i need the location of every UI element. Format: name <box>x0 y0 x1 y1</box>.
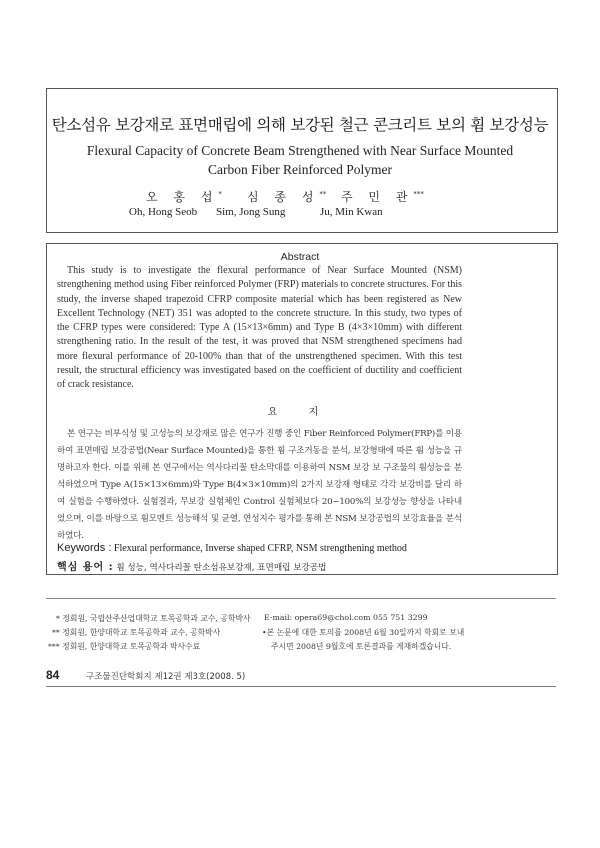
author-en-2: Sim, Jong Sung <box>216 206 286 218</box>
summary-heading: 요 지 <box>267 407 333 418</box>
page-number: 84 <box>46 668 60 682</box>
keywords-en: Keywords : Flexural performance, Inverse shaped CFRP, NSM strengthening method <box>57 542 407 554</box>
summary-text: 본 연구는 비부식성 및 고성능의 보강재로 많은 연구가 진행 중인 Fiber Reinforced Polymer(FRP)를 이용하여 표면매립 보강공법(Near Surface Mounted)을 통한 휨 구조거동을 분석, 보강형태에 따른 휨 성능을 규명하고자 한다. 이를 위해 본 연구에서는 역사다리꼴 탄소막대를 이용하여 NSM 보강 보 구조물의 휨성능을 분석하였으며 Type A(15×13×6mm)와 Type B(4×3×10mm)의 2가지 보강재 형태로 각각 보강비를 달리 하여 실험을 수행하였다. 실험결과, 무보강 실험체인 Control 실험체보다 20~100%의 보강성능 향상을 나타내었으며, 이를 바탕으로 휨모멘트 성능해석 및 균열, 연성지수 평가를 통해 본 NSM 보강공법의 보강효율을 분석하였다. <box>57 429 462 541</box>
footnote-author-2: ** 정회원, 한양대학교 토목공학과 교수, 공학박사 <box>52 628 221 637</box>
footnote-discussion-2: 주시면 2008년 9월호에 토론결과를 게재하겠습니다. <box>271 642 452 651</box>
title-korean: 탄소섬유 보강재로 표면매립에 의해 보강된 철근 콘크리트 보의 휨 보강성능 <box>51 116 549 134</box>
author-en-3: Ju, Min Kwan <box>320 206 383 218</box>
footnote-author-1: * 정회원, 국립산주산업대학교 토목공학과 교수, 공학박사 <box>56 614 251 623</box>
abstract-heading: Abstract <box>280 251 320 263</box>
author-ko-2: 심 종 성** <box>247 190 327 204</box>
title-english-line1: Flexural Capacity of Concrete Beam Strengthened with Near Surface Mounted <box>86 143 514 158</box>
footnote-discussion-1: •본 논문에 대한 토의를 2008년 6월 30일까지 학회로 보내 <box>262 628 465 637</box>
footnote-rule-left <box>46 598 281 599</box>
footnote-author-3: *** 정회원, 한양대학교 토목공학과 박사수료 <box>48 642 201 651</box>
footer-rule <box>46 686 556 687</box>
author-en-1: Oh, Hong Seob <box>129 206 198 218</box>
title-english-line2: Carbon Fiber Reinforced Polymer <box>207 162 393 177</box>
title-box <box>46 88 558 233</box>
keywords-ko: 핵심 용어 : 휨 성능, 역사다리꼴 탄소섬유보강재, 표면매립 보강공법 <box>57 562 327 573</box>
footnote-rule-right <box>262 598 556 599</box>
author-ko-3: 주 민 관*** <box>341 190 424 204</box>
author-ko-1: 오 홍 섭* <box>146 190 222 204</box>
abstract-text: This study is to investigate the flexural performance of Near Surface Mounted (NSM) strengthening method using Fiber reinforced Polymer (FRP) materials to concrete structures. For this study, the inverse shaped trapezoid CFRP composite material which has been registered as New Excellent Technology (NET) 351 was adopted to the concrete structure. In this study, two types of the CFRP types were considered: Type A (15×13×6mm) and Type B (4×3×10mm) with different strengthening ratio. In the result of the test, it was proved that NSM strengthened specimens had more flexural performance of 20-100% than that of the unstrengthened specimen. With this test result, the structural efficiency was investigated based on the coefficient of ductility and coefficient of crack resistance. <box>57 265 462 391</box>
footnote-email: E-mail: opera69@chol.com 055 751 3299 <box>264 613 428 622</box>
journal-info: 구조물진단학회지 제12권 제3호(2008. 5) <box>86 672 246 682</box>
